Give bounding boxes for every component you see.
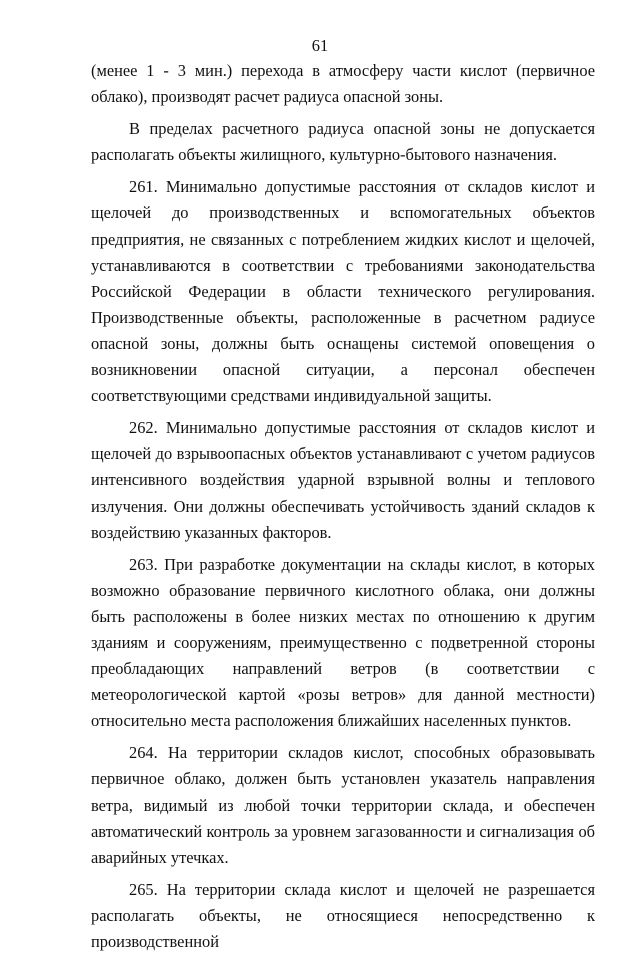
- paragraph-264: 264. На территории складов кислот, способных образовывать первичное облако, должен быть установлен указатель направления ветра, видимый из любой точки территории склада, и обеспечен автоматический контроль за уровнем загазованности и сигнализация об аварийных утечках.: [91, 743, 595, 867]
- paragraph-262: 262. Минимально допустимые расстояния от складов кислот и щелочей до взрывоопасных объектов устанавливают с учетом радиусов интенсивного воздействия ударной взрывной волны и теплового излучения. Они должны обеспечивать устойчивость зданий складов к воздействию указанных факторов.: [91, 418, 595, 542]
- paragraph-261: 261. Минимально допустимые расстояния от складов кислот и щелочей до производственных и вспомогательных объектов предприятия, не связанных с потреблением жидких кислот и щелочей, устанавливаются в соответствии с требованиями законодательства Российской Федерации в области технического регулирования. Производственные объекты, расположенные в расчетном радиусе опасной зоны, должны быть оснащены системой оповещения о возникновении опасной ситуации, а персонал обеспечен соответствующими средствами индивидуальной защиты.: [91, 177, 595, 406]
- page-number: 61: [311, 36, 329, 55]
- paragraph-263: 263. При разработке документации на склады кислот, в которых возможно образование первичного кислотного облака, они должны быть расположены в более низких местах по отношению к другим зданиям и сооружениям, преимущественно с подветренной стороны преобладающих направлений ветров (в соответствии с метеорологической картой «розы ветров» для данной местности) относительно места расположения ближайших населенных пунктов.: [91, 554, 595, 731]
- paragraph-danger-zone: В пределах расчетного радиуса опасной зоны не допускается располагать объекты жилищного, культурно-бытового назначения.: [91, 119, 595, 165]
- paragraph-265: 265. На территории склада кислот и щелочей не разрешается располагать объекты, не относящиеся непосредственно к производственной: [91, 879, 595, 951]
- paragraph-continuation: (менее 1 - 3 мин.) перехода в атмосферу части кислот (первичное облако), производят расчет радиуса опасной зоны.: [91, 61, 595, 107]
- page-body: [91, 58, 595, 955]
